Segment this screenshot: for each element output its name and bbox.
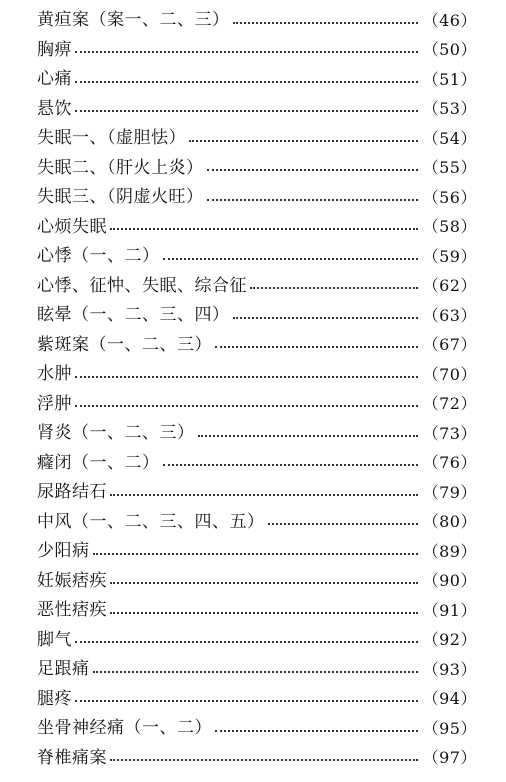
dot-leader	[75, 405, 418, 407]
toc-entry	[37, 626, 477, 656]
dot-leader	[268, 523, 418, 525]
entry-page-number: （70）	[422, 364, 477, 384]
entry-page-number: （95）	[422, 718, 477, 738]
entry-page-number: （73）	[422, 423, 477, 443]
dot-leader	[233, 22, 418, 24]
dot-leader	[110, 494, 418, 496]
entry-page-number: （62）	[422, 276, 477, 296]
entry-page-number: （80）	[422, 512, 477, 532]
toc-entry	[37, 272, 477, 302]
toc-entry	[37, 655, 477, 685]
toc-entry	[37, 6, 477, 36]
dot-leader	[75, 376, 418, 378]
entry-page-number: （94）	[422, 689, 477, 709]
dot-leader	[207, 169, 418, 171]
entry-page-number: （46）	[422, 10, 477, 30]
entry-page-number: （51）	[422, 69, 477, 89]
entry-title: 坐骨神经痛（一、二）	[37, 718, 212, 739]
dot-leader	[163, 464, 418, 466]
dot-leader	[189, 140, 418, 142]
dot-leader	[75, 81, 418, 83]
toc-entry	[37, 360, 477, 390]
entry-title: 脚气	[37, 629, 72, 650]
toc-entry	[37, 242, 477, 272]
dot-leader	[110, 612, 418, 614]
dot-leader	[215, 730, 418, 732]
dot-leader	[110, 228, 418, 230]
dot-leader	[110, 759, 418, 761]
entry-page-number: （93）	[422, 659, 477, 679]
entry-title: 悬饮	[37, 98, 72, 119]
entry-title: 心痛	[37, 69, 72, 90]
entry-page-number: （92）	[422, 630, 477, 650]
entry-title: 心烦失眠	[37, 216, 107, 237]
toc-entry	[37, 478, 477, 508]
entry-page-number: （55）	[422, 158, 477, 178]
toc-entry	[37, 744, 477, 774]
entry-title: 癃闭（一、二）	[37, 452, 160, 473]
dot-leader	[163, 258, 418, 260]
toc-entry	[37, 714, 477, 744]
toc-entry	[37, 183, 477, 213]
toc-entry	[37, 537, 477, 567]
toc-entry	[37, 419, 477, 449]
entry-page-number: （76）	[422, 453, 477, 473]
entry-title: 黄疸案（案一、二、三）	[37, 10, 230, 31]
dot-leader	[215, 346, 418, 348]
dot-leader	[75, 641, 418, 643]
entry-page-number: （72）	[422, 394, 477, 414]
dot-leader	[75, 700, 418, 702]
entry-title: 妊娠痞疾	[37, 570, 107, 591]
entry-page-number: （59）	[422, 246, 477, 266]
toc-entry	[37, 685, 477, 715]
toc-entry	[37, 301, 477, 331]
entry-page-number: （54）	[422, 128, 477, 148]
entry-page-number: （91）	[422, 600, 477, 620]
dot-leader	[75, 51, 418, 53]
entry-page-number: （79）	[422, 482, 477, 502]
dot-leader	[233, 317, 418, 319]
entry-title: 胸痹	[37, 39, 72, 60]
entry-title: 少阳病	[37, 541, 90, 562]
entry-title: 心悸（一、二）	[37, 246, 160, 267]
dot-leader	[110, 582, 418, 584]
entry-title: 肾炎（一、二、三）	[37, 423, 195, 444]
entry-page-number: （63）	[422, 305, 477, 325]
entry-title: 中风（一、二、三、四、五）	[37, 511, 265, 532]
toc-entry	[37, 213, 477, 243]
entry-title: 尿路结石	[37, 482, 107, 503]
entry-page-number: （56）	[422, 187, 477, 207]
entry-page-number: （50）	[422, 40, 477, 60]
toc-entry	[37, 390, 477, 420]
table-of-contents	[37, 6, 477, 773]
dot-leader	[93, 553, 418, 555]
toc-entry	[37, 95, 477, 125]
toc-entry	[37, 449, 477, 479]
entry-title: 紫斑案（一、二、三）	[37, 334, 212, 355]
dot-leader	[198, 435, 418, 437]
dot-leader	[207, 199, 418, 201]
entry-title: 足跟痛	[37, 659, 90, 680]
toc-entry	[37, 596, 477, 626]
dot-leader	[93, 671, 418, 673]
dot-leader	[250, 287, 418, 289]
entry-title: 失眠二、（肝火上炎）	[37, 157, 204, 178]
toc-entry	[37, 36, 477, 66]
toc-entry	[37, 124, 477, 154]
entry-page-number: （90）	[422, 571, 477, 591]
entry-page-number: （89）	[422, 541, 477, 561]
entry-title: 失眠三、（阴虚火旺）	[37, 187, 204, 208]
entry-page-number: （53）	[422, 99, 477, 119]
entry-title: 水肿	[37, 364, 72, 385]
entry-title: 眩晕（一、二、三、四）	[37, 305, 230, 326]
entry-page-number: （58）	[422, 217, 477, 237]
entry-title: 腿疼	[37, 688, 72, 709]
entry-title: 浮肿	[37, 393, 72, 414]
dot-leader	[75, 110, 418, 112]
toc-entry	[37, 65, 477, 95]
entry-title: 脊椎痛案	[37, 747, 107, 768]
toc-entry	[37, 567, 477, 597]
entry-page-number: （97）	[422, 748, 477, 768]
entry-title: 恶性痞疾	[37, 600, 107, 621]
entry-page-number: （67）	[422, 335, 477, 355]
toc-entry	[37, 508, 477, 538]
entry-title: 心悸、征忡、失眠、综合征	[37, 275, 247, 296]
toc-entry	[37, 154, 477, 184]
entry-title: 失眠一、（虚胆怯）	[37, 128, 186, 149]
toc-entry	[37, 331, 477, 361]
